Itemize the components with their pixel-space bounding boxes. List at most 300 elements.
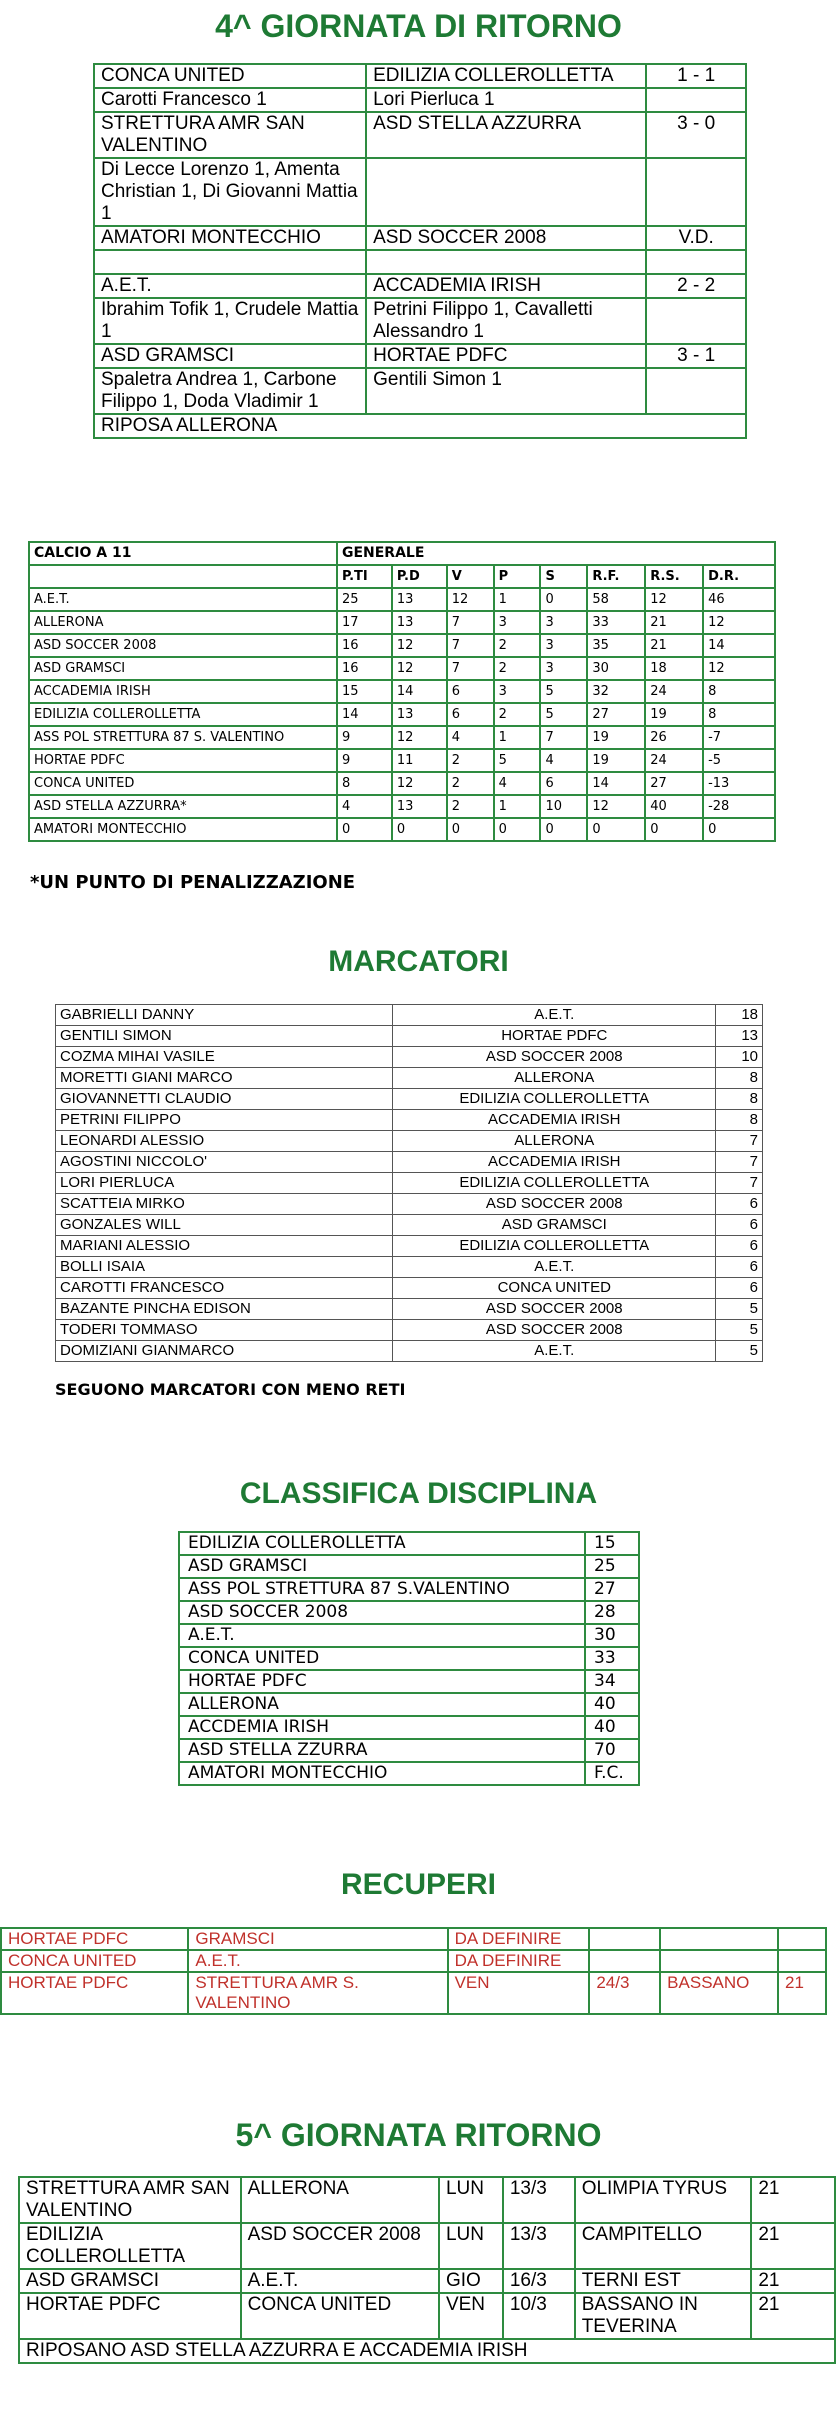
stat-value: 13 xyxy=(392,588,447,611)
fixture-place: CAMPITELLO xyxy=(575,2223,752,2269)
scorer-team: EDILIZIA COLLEROLLETTA xyxy=(393,1236,716,1257)
stat-value: 26 xyxy=(645,726,703,749)
discipline-points: 15 xyxy=(585,1532,639,1555)
scorer-name: BAZANTE PINCHA EDISON xyxy=(56,1299,393,1320)
scorer-name: GIOVANNETTI CLAUDIO xyxy=(56,1089,393,1110)
column-header: D.R. xyxy=(703,565,775,588)
away-scorers: Gentili Simon 1 xyxy=(366,368,646,414)
discipline-points: 28 xyxy=(585,1601,639,1624)
stat-value: 0 xyxy=(494,818,541,841)
stat-value: 58 xyxy=(587,588,645,611)
scorer-row xyxy=(56,1068,763,1089)
home-scorers: Ibrahim Tofik 1, Crudele Mattia 1 xyxy=(94,298,366,344)
scorer-team: A.E.T. xyxy=(393,1005,716,1026)
stat-value: 32 xyxy=(587,680,645,703)
recupero-place xyxy=(660,1950,778,1972)
stat-value: 40 xyxy=(645,795,703,818)
fixture-place: BASSANO IN TEVERINA xyxy=(575,2293,752,2339)
next-round-title: 5^ GIORNATA RITORNO xyxy=(235,2117,602,2153)
column-header: R.S. xyxy=(645,565,703,588)
scorer-team: ASD SOCCER 2008 xyxy=(393,1320,716,1341)
stat-value: 25 xyxy=(337,588,392,611)
fixture-day: VEN xyxy=(439,2293,503,2339)
stat-value: 3 xyxy=(494,611,541,634)
stat-value: 1 xyxy=(494,588,541,611)
scorer-goals: 6 xyxy=(716,1278,763,1299)
stat-value: 1 xyxy=(494,795,541,818)
scorer-row xyxy=(56,1320,763,1341)
fixture-time: 21 xyxy=(751,2269,835,2293)
stat-value: 0 xyxy=(703,818,775,841)
recupero-day: DA DEFINIRE xyxy=(448,1950,590,1972)
home-team: CONCA UNITED xyxy=(94,64,366,88)
fixture-time: 21 xyxy=(751,2223,835,2269)
match-score: 3 - 0 xyxy=(646,112,746,158)
scorer-name: TODERI TOMMASO xyxy=(56,1320,393,1341)
column-header: P xyxy=(494,565,541,588)
standings-row xyxy=(29,634,775,657)
discipline-team: ASD SOCCER 2008 xyxy=(179,1601,585,1624)
stat-value: 0 xyxy=(447,818,494,841)
scorer-team: A.E.T. xyxy=(393,1257,716,1278)
stat-value: 8 xyxy=(703,680,775,703)
stat-value: 12 xyxy=(447,588,494,611)
discipline-team: HORTAE PDFC xyxy=(179,1670,585,1693)
recupero-row xyxy=(1,1950,826,1972)
match-row xyxy=(94,344,746,368)
stat-value: -28 xyxy=(703,795,775,818)
stat-value: 0 xyxy=(540,588,587,611)
standings-corner xyxy=(29,565,337,588)
away-team: EDILIZIA COLLEROLLETTA xyxy=(366,64,646,88)
match-score: 2 - 2 xyxy=(646,274,746,298)
recupero-home: HORTAE PDFC xyxy=(1,1972,188,2014)
rest-row xyxy=(94,414,746,438)
recupero-away: GRAMSCI xyxy=(188,1928,447,1950)
team-name: CONCA UNITED xyxy=(29,772,337,795)
fixture-date: 16/3 xyxy=(503,2269,575,2293)
stat-value: 3 xyxy=(494,680,541,703)
scorers-table xyxy=(55,1004,763,1362)
discipline-team: ASS POL STRETTURA 87 S.VALENTINO xyxy=(179,1578,585,1601)
match-score: 3 - 1 xyxy=(646,344,746,368)
scorer-name: AGOSTINI NICCOLO' xyxy=(56,1152,393,1173)
stat-value: 14 xyxy=(392,680,447,703)
stat-value: 7 xyxy=(447,634,494,657)
recupero-time xyxy=(778,1928,826,1950)
stat-value: 3 xyxy=(540,657,587,680)
stat-value: 6 xyxy=(447,680,494,703)
stat-value: 0 xyxy=(392,818,447,841)
fixture-day: GIO xyxy=(439,2269,503,2293)
penalty-footnote: *UN PUNTO DI PENALIZZAZIONE xyxy=(30,872,356,893)
stat-value: 7 xyxy=(447,657,494,680)
discipline-row xyxy=(179,1555,639,1578)
discipline-points: F.C. xyxy=(585,1762,639,1785)
scorer-row xyxy=(56,1110,763,1131)
discipline-points: 40 xyxy=(585,1693,639,1716)
scorers-row xyxy=(94,298,746,344)
team-name: ASD GRAMSCI xyxy=(29,657,337,680)
stat-value: -13 xyxy=(703,772,775,795)
scorer-team: HORTAE PDFC xyxy=(393,1026,716,1047)
scorer-row xyxy=(56,1131,763,1152)
discipline-row xyxy=(179,1532,639,1555)
stat-value: 2 xyxy=(494,657,541,680)
scorer-goals: 5 xyxy=(716,1341,763,1362)
scorer-row xyxy=(56,1173,763,1194)
fixture-home: STRETTURA AMR SAN VALENTINO xyxy=(19,2177,241,2223)
stat-value: 3 xyxy=(540,634,587,657)
recupero-day: VEN xyxy=(448,1972,590,2014)
recupero-row xyxy=(1,1972,826,2014)
round-title: 4^ GIORNATA DI RITORNO xyxy=(215,8,622,44)
empty-cell xyxy=(646,158,746,226)
recupero-row xyxy=(1,1928,826,1950)
column-header: R.F. xyxy=(587,565,645,588)
discipline-team: A.E.T. xyxy=(179,1624,585,1647)
stat-value: 2 xyxy=(447,749,494,772)
recupero-away: A.E.T. xyxy=(188,1950,447,1972)
stat-value: 17 xyxy=(337,611,392,634)
stat-value: 12 xyxy=(703,611,775,634)
fixture-date: 10/3 xyxy=(503,2293,575,2339)
fixture-time: 21 xyxy=(751,2293,835,2339)
scorers-row xyxy=(94,158,746,226)
scorers-note: SEGUONO MARCATORI CON MENO RETI xyxy=(55,1380,406,1399)
next-round-table xyxy=(18,2176,836,2364)
stat-value: 21 xyxy=(645,634,703,657)
discipline-points: 34 xyxy=(585,1670,639,1693)
fixture-date: 13/3 xyxy=(503,2223,575,2269)
scorer-name: GONZALES WILL xyxy=(56,1215,393,1236)
scorer-team: ASD SOCCER 2008 xyxy=(393,1299,716,1320)
stat-value: 7 xyxy=(447,611,494,634)
scorer-name: LEONARDI ALESSIO xyxy=(56,1131,393,1152)
stat-value: 9 xyxy=(337,726,392,749)
scorer-name: PETRINI FILIPPO xyxy=(56,1110,393,1131)
fixture-away: ASD SOCCER 2008 xyxy=(241,2223,439,2269)
away-scorers: Petrini Filippo 1, Cavalletti Alessandro 1 xyxy=(366,298,646,344)
scorer-goals: 6 xyxy=(716,1215,763,1236)
scorer-row xyxy=(56,1278,763,1299)
discipline-row xyxy=(179,1670,639,1693)
recupero-time xyxy=(778,1950,826,1972)
fixture-away: ALLERONA xyxy=(241,2177,439,2223)
scorer-row xyxy=(56,1026,763,1047)
discipline-row xyxy=(179,1762,639,1785)
recuperi-title: RECUPERI xyxy=(340,1868,497,1901)
discipline-points: 33 xyxy=(585,1647,639,1670)
scorer-team: ASD GRAMSCI xyxy=(393,1215,716,1236)
team-name: ACCADEMIA IRISH xyxy=(29,680,337,703)
home-scorers: Spaletra Andrea 1, Carbone Filippo 1, Doda Vladimir 1 xyxy=(94,368,366,414)
column-header: P.TI xyxy=(337,565,392,588)
discipline-team: ASD STELLA ZZURRA xyxy=(179,1739,585,1762)
discipline-points: 25 xyxy=(585,1555,639,1578)
away-scorers: Lori Pierluca 1 xyxy=(366,88,646,112)
stat-value: 19 xyxy=(587,749,645,772)
stat-value: 27 xyxy=(645,772,703,795)
stat-value: 12 xyxy=(392,657,447,680)
standings-row xyxy=(29,588,775,611)
recupero-date: 24/3 xyxy=(589,1972,660,2014)
scorer-goals: 8 xyxy=(716,1068,763,1089)
next-rest-note: RIPOSANO ASD STELLA AZZURRA E ACCADEMIA IRISH xyxy=(19,2339,835,2363)
discipline-points: 30 xyxy=(585,1624,639,1647)
stat-value: 13 xyxy=(392,795,447,818)
discipline-row xyxy=(179,1601,639,1624)
fixture-home: ASD GRAMSCI xyxy=(19,2269,241,2293)
scorer-row xyxy=(56,1152,763,1173)
scorer-name: GENTILI SIMON xyxy=(56,1026,393,1047)
scorer-team: A.E.T. xyxy=(393,1341,716,1362)
scorer-team: EDILIZIA COLLEROLLETTA xyxy=(393,1173,716,1194)
away-team: HORTAE PDFC xyxy=(366,344,646,368)
scorer-name: MORETTI GIANI MARCO xyxy=(56,1068,393,1089)
team-name: EDILIZIA COLLEROLLETTA xyxy=(29,703,337,726)
scorer-row xyxy=(56,1047,763,1068)
scorers-row xyxy=(94,368,746,414)
team-name: AMATORI MONTECCHIO xyxy=(29,818,337,841)
scorer-row xyxy=(56,1341,763,1362)
scorer-name: COZMA MIHAI VASILE xyxy=(56,1047,393,1068)
team-name: ASD STELLA AZZURRA* xyxy=(29,795,337,818)
recupero-date xyxy=(589,1928,660,1950)
scorer-team: ACCADEMIA IRISH xyxy=(393,1110,716,1131)
scorer-goals: 5 xyxy=(716,1320,763,1341)
stat-value: 12 xyxy=(645,588,703,611)
match-row xyxy=(94,112,746,158)
discipline-team: EDILIZIA COLLEROLLETTA xyxy=(179,1532,585,1555)
match-row xyxy=(94,274,746,298)
fixture-row xyxy=(19,2269,835,2293)
discipline-team: ACCDEMIA IRISH xyxy=(179,1716,585,1739)
stat-value: 1 xyxy=(494,726,541,749)
scorer-team: ASD SOCCER 2008 xyxy=(393,1194,716,1215)
scorer-row xyxy=(56,1194,763,1215)
home-scorers: Di Lecce Lorenzo 1, Amenta Christian 1, Di Giovanni Mattia 1 xyxy=(94,158,366,226)
column-header: S xyxy=(540,565,587,588)
away-scorers xyxy=(366,158,646,226)
recupero-place xyxy=(660,1928,778,1950)
stat-value: 0 xyxy=(540,818,587,841)
stat-value: 4 xyxy=(337,795,392,818)
fixture-row xyxy=(19,2177,835,2223)
stat-value: 27 xyxy=(587,703,645,726)
scorer-row xyxy=(56,1005,763,1026)
discipline-row xyxy=(179,1693,639,1716)
stat-value: 3 xyxy=(540,611,587,634)
stat-value: 2 xyxy=(494,634,541,657)
standings-row xyxy=(29,680,775,703)
stat-value: 9 xyxy=(337,749,392,772)
stat-value: 6 xyxy=(540,772,587,795)
stat-value: 14 xyxy=(337,703,392,726)
stat-value: 33 xyxy=(587,611,645,634)
discipline-table xyxy=(178,1531,640,1786)
scorer-row xyxy=(56,1257,763,1278)
scorer-goals: 6 xyxy=(716,1236,763,1257)
away-scorers xyxy=(366,250,646,274)
scorer-goals: 7 xyxy=(716,1152,763,1173)
fixture-home: HORTAE PDFC xyxy=(19,2293,241,2339)
recupero-date xyxy=(589,1950,660,1972)
stat-value: 5 xyxy=(540,703,587,726)
stat-value: 46 xyxy=(703,588,775,611)
discipline-team: ASD GRAMSCI xyxy=(179,1555,585,1578)
scorer-name: DOMIZIANI GIANMARCO xyxy=(56,1341,393,1362)
team-name: ALLERONA xyxy=(29,611,337,634)
discipline-title: CLASSIFICA DISCIPLINA xyxy=(239,1477,598,1510)
discipline-team: ALLERONA xyxy=(179,1693,585,1716)
stat-value: 13 xyxy=(392,703,447,726)
stat-value: 12 xyxy=(703,657,775,680)
home-team: AMATORI MONTECCHIO xyxy=(94,226,366,250)
stat-value: 2 xyxy=(447,772,494,795)
discipline-points: 70 xyxy=(585,1739,639,1762)
stat-value: 19 xyxy=(645,703,703,726)
empty-cell xyxy=(646,250,746,274)
column-header: V xyxy=(447,565,494,588)
stat-value: 12 xyxy=(392,726,447,749)
fixture-away: A.E.T. xyxy=(241,2269,439,2293)
fixture-day: LUN xyxy=(439,2223,503,2269)
standings-row xyxy=(29,611,775,634)
home-team: ASD GRAMSCI xyxy=(94,344,366,368)
fixture-place: OLIMPIA TYRUS xyxy=(575,2177,752,2223)
stat-value: 0 xyxy=(645,818,703,841)
stat-value: 12 xyxy=(392,772,447,795)
fixture-date: 13/3 xyxy=(503,2177,575,2223)
stat-value: 8 xyxy=(337,772,392,795)
stat-value: 5 xyxy=(540,680,587,703)
discipline-row xyxy=(179,1624,639,1647)
recuperi-table xyxy=(0,1927,827,2015)
recupero-day: DA DEFINIRE xyxy=(448,1928,590,1950)
standings-row xyxy=(29,657,775,680)
standings-row xyxy=(29,749,775,772)
stat-value: 19 xyxy=(587,726,645,749)
next-rest-row xyxy=(19,2339,835,2363)
scorer-name: BOLLI ISAIA xyxy=(56,1257,393,1278)
match-score: V.D. xyxy=(646,226,746,250)
standings-title: CALCIO A 11 xyxy=(29,542,337,565)
fixture-row xyxy=(19,2223,835,2269)
scorer-goals: 6 xyxy=(716,1257,763,1278)
home-team: A.E.T. xyxy=(94,274,366,298)
scorer-goals: 18 xyxy=(716,1005,763,1026)
stat-value: 4 xyxy=(540,749,587,772)
standings-row xyxy=(29,772,775,795)
scorer-row xyxy=(56,1215,763,1236)
scorer-row xyxy=(56,1299,763,1320)
team-name: ASS POL STRETTURA 87 S. VALENTINO xyxy=(29,726,337,749)
discipline-row xyxy=(179,1739,639,1762)
recupero-away: STRETTURA AMR S. VALENTINO xyxy=(188,1972,447,2014)
scorer-team: ACCADEMIA IRISH xyxy=(393,1152,716,1173)
discipline-row xyxy=(179,1716,639,1739)
stat-value: 0 xyxy=(337,818,392,841)
stat-value: 21 xyxy=(645,611,703,634)
scorers-row xyxy=(94,250,746,274)
discipline-points: 40 xyxy=(585,1716,639,1739)
scorer-goals: 8 xyxy=(716,1110,763,1131)
away-team: ASD SOCCER 2008 xyxy=(366,226,646,250)
scorer-name: CAROTTI FRANCESCO xyxy=(56,1278,393,1299)
stat-value: 6 xyxy=(447,703,494,726)
scorer-row xyxy=(56,1236,763,1257)
scorer-goals: 7 xyxy=(716,1173,763,1194)
fixture-away: CONCA UNITED xyxy=(241,2293,439,2339)
home-team: STRETTURA AMR SAN VALENTINO xyxy=(94,112,366,158)
stat-value: 24 xyxy=(645,749,703,772)
recupero-time: 21 xyxy=(778,1972,826,2014)
stat-value: 4 xyxy=(447,726,494,749)
match-row xyxy=(94,64,746,88)
scorer-goals: 5 xyxy=(716,1299,763,1320)
stat-value: 35 xyxy=(587,634,645,657)
standings-row xyxy=(29,726,775,749)
stat-value: 24 xyxy=(645,680,703,703)
stat-value: 10 xyxy=(540,795,587,818)
scorers-title: MARCATORI xyxy=(328,945,509,978)
stat-value: 30 xyxy=(587,657,645,680)
stat-value: -7 xyxy=(703,726,775,749)
scorer-goals: 10 xyxy=(716,1047,763,1068)
stat-value: -5 xyxy=(703,749,775,772)
scorer-name: LORI PIERLUCA xyxy=(56,1173,393,1194)
fixture-home: EDILIZIA COLLEROLLETTA xyxy=(19,2223,241,2269)
scorer-team: ASD SOCCER 2008 xyxy=(393,1047,716,1068)
standings-table xyxy=(28,541,776,842)
stat-value: 0 xyxy=(587,818,645,841)
stat-value: 7 xyxy=(540,726,587,749)
discipline-row xyxy=(179,1647,639,1670)
fixture-time: 21 xyxy=(751,2177,835,2223)
stat-value: 2 xyxy=(447,795,494,818)
scorer-goals: 7 xyxy=(716,1131,763,1152)
stat-value: 16 xyxy=(337,634,392,657)
scorers-row xyxy=(94,88,746,112)
column-header: P.D xyxy=(392,565,447,588)
scorer-name: GABRIELLI DANNY xyxy=(56,1005,393,1026)
team-name: A.E.T. xyxy=(29,588,337,611)
discipline-row xyxy=(179,1578,639,1601)
scorer-name: SCATTEIA MIRKO xyxy=(56,1194,393,1215)
stat-value: 12 xyxy=(587,795,645,818)
scorer-team: ALLERONA xyxy=(393,1068,716,1089)
empty-cell xyxy=(646,298,746,344)
empty-cell xyxy=(646,88,746,112)
recupero-place: BASSANO xyxy=(660,1972,778,2014)
scorer-goals: 13 xyxy=(716,1026,763,1047)
stat-value: 15 xyxy=(337,680,392,703)
recupero-home: HORTAE PDFC xyxy=(1,1928,188,1950)
stat-value: 16 xyxy=(337,657,392,680)
fixture-day: LUN xyxy=(439,2177,503,2223)
fixture-place: TERNI EST xyxy=(575,2269,752,2293)
scorer-team: ALLERONA xyxy=(393,1131,716,1152)
standings-subtitle: GENERALE xyxy=(337,542,775,565)
empty-cell xyxy=(646,368,746,414)
results-table xyxy=(93,63,747,439)
recupero-home: CONCA UNITED xyxy=(1,1950,188,1972)
stat-value: 5 xyxy=(494,749,541,772)
match-row xyxy=(94,226,746,250)
home-scorers xyxy=(94,250,366,274)
standings-row xyxy=(29,795,775,818)
